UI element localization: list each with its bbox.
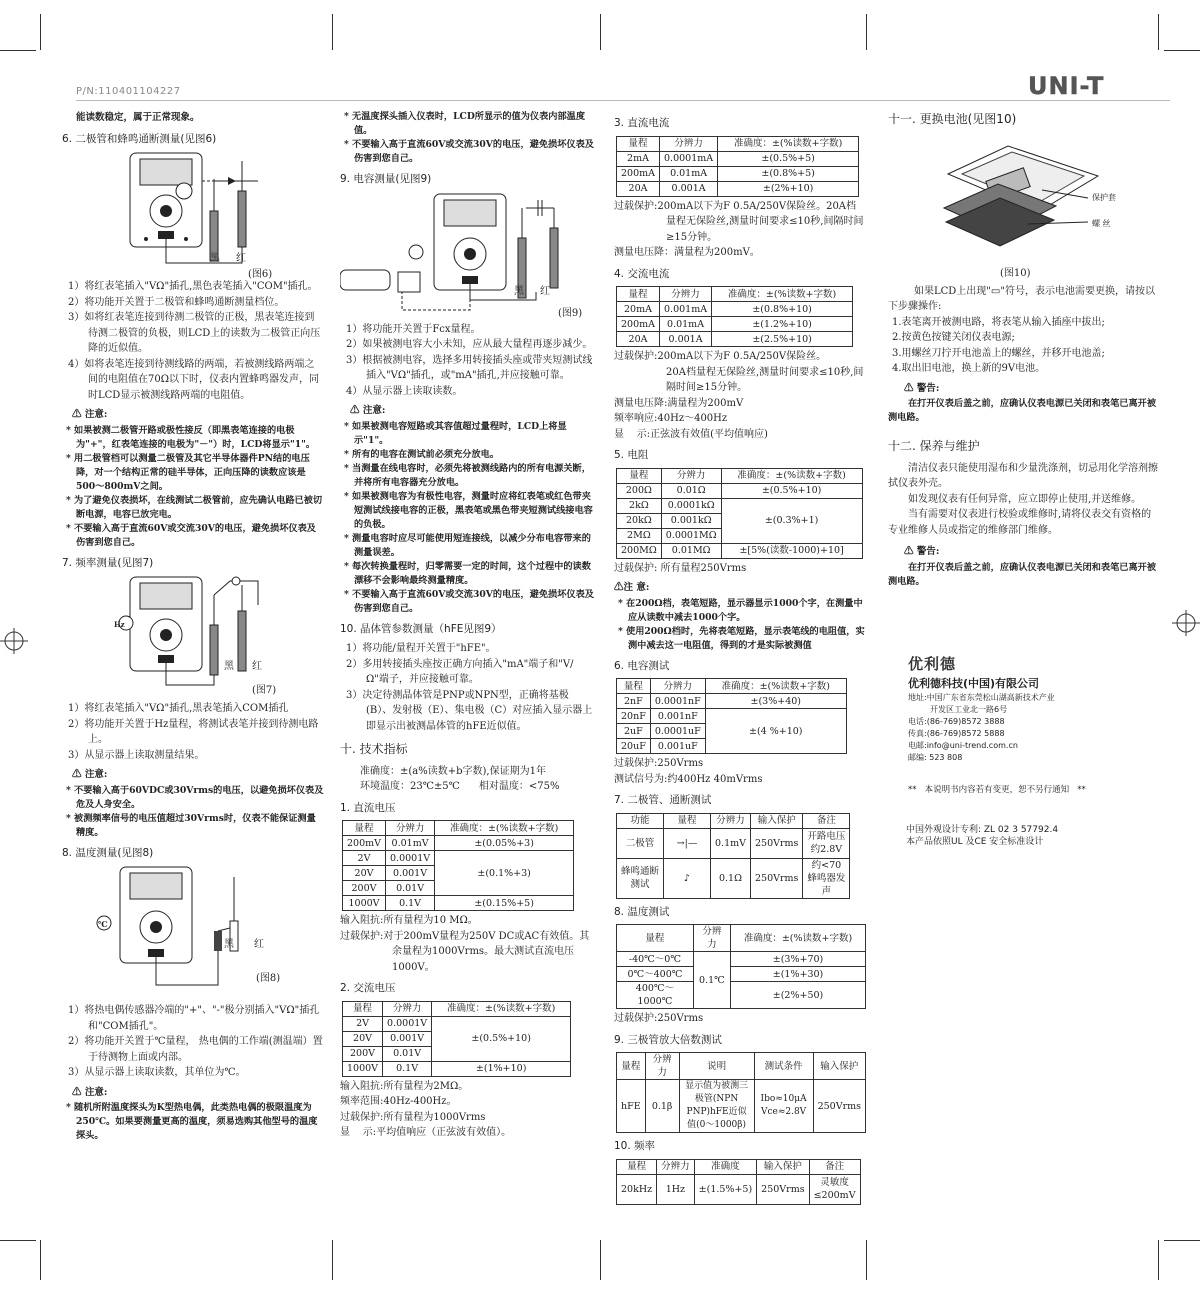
step-6-2: 2）将功能开关置于二极管和蜂鸣通断测量档位。 (68, 296, 285, 308)
table-cell: 分辨力 (645, 1053, 679, 1080)
aca-voltage-drop: 测量电压降:满量程为200mV (614, 397, 744, 409)
crop-mark (0, 50, 36, 51)
table-cell: ±(0.05%+3) (435, 836, 574, 851)
multimeter-temperature-diagram-icon (62, 865, 324, 1003)
table-cell: 200MΩ (617, 543, 662, 558)
aca-display: 显 示:正弦波有效值(平均值响应) (614, 428, 768, 440)
table-cell: 0.01mV (386, 836, 435, 851)
table-cell: 2MΩ (617, 528, 662, 543)
step-8-2: 2）将功能开关置于℃量程， 热电偶的工作端(测温端）置于待测物上面或内部。 (68, 1036, 323, 1063)
table-cell: 0.001mA (660, 302, 712, 317)
table-cell: 量程 (664, 813, 711, 828)
section-12-title: 十二. 保养与维护 (888, 439, 980, 453)
aca-overload-20a: 20A档量程无保险丝,测量时间要求≤10秒,间隔时间≥15分钟。 (666, 366, 864, 393)
table-cell: ±(0.1%+3) (435, 851, 574, 896)
table-cell: 0.01V (383, 1046, 432, 1061)
acv-display: 显 示:平均值响应（正弦波有效值）。 (340, 1127, 512, 1138)
table-cell: 250Vrms (813, 1080, 865, 1133)
brand-text: UNI-T (1028, 72, 1105, 100)
note-6-1: * 如果被测二极管开路或极性接反（即黑表笔连接的电极为"+"，红表笔连接的电极为"－"）时，LCD将显示"1"。 (66, 424, 316, 450)
table-cell: 二极管 (617, 828, 664, 858)
maintenance-para-1: 清洁仪表只能使用湿布和少量洗涤剂，切忌用化学溶剂擦拭仪表外壳。 (888, 462, 1158, 489)
table-cell: 分辨力 (711, 813, 751, 828)
company-address-2: 开发区工业北一路6号 (930, 704, 1008, 714)
table-cell: 功能 (617, 813, 664, 828)
step-6-1: 1）将红表笔插入"VΩ"插孔,黑色表笔插入"COM"插孔。 (68, 281, 318, 292)
table-cell: ±(2%+10) (718, 181, 859, 196)
note-top-1: * 无温度探头插入仪表时，LCD所显示的值为仪表内部温度值。 (344, 111, 586, 136)
step-6-4: 4）如将表笔连接到待测线路的两端，若被测线路两端之间的电阻值在70Ω以下时，仪表内置蜂鸣器发声，同时LCD显示被测线路两端的电阻值。 (68, 358, 320, 401)
table-cell: ±(3%+70) (731, 952, 866, 967)
warning-triangle-icon: ⚠ (904, 382, 917, 394)
warning-triangle-icon: ⚠ (614, 582, 624, 593)
aca-table (616, 286, 853, 347)
company-fax: 传真:(86-769)8572 5888 (908, 728, 1005, 738)
table-cell: 200V (343, 1046, 383, 1061)
temperature-title: 8. 温度测试 (614, 905, 670, 918)
company-logo: 优利德 (908, 654, 957, 673)
table-cell: 200V (343, 881, 386, 896)
figure-7-caption: (图7) (252, 685, 277, 696)
step-8-3: 3）从显示器上读取读数，其单位为℃。 (68, 1067, 246, 1078)
note-7-1: * 不要输入高于60VDC或30Vrms的电压，以避免损坏仪表及危及人身安全。 (66, 784, 324, 810)
step-8-1: 1）将热电偶传感器冷端的"+"、"-"极分别插入"VΩ"插孔和"COM插孔"。 (68, 1005, 320, 1032)
table-cell: 分辨力 (660, 287, 712, 302)
table-cell: 20A (617, 181, 660, 196)
hfe-title: 9. 三极管放大倍数测试 (614, 1033, 722, 1046)
brand-logo (1028, 72, 1122, 100)
warning-triangle-icon: ⚠ (72, 769, 85, 780)
table-cell: 0.0001MΩ (661, 528, 721, 543)
table-cell: 0.0001kΩ (661, 498, 721, 513)
table-cell: 备注 (803, 813, 850, 828)
table-cell: Ibo≈10μA Vce≈2.8V (754, 1080, 813, 1133)
resistance-title: 5. 电阻 (614, 449, 649, 461)
maintenance-para-3: 当有需要对仪表进行校验或维修时,请将仪表交有资格的专业维修人员或指定的维修部门维修。 (888, 509, 1152, 536)
note-9-3: * 当测量在线电容时，必须先将被测线路内的所有电源关断，并将所有电容器充分放电。 (344, 462, 591, 488)
step-7-3: 3）从显示器上读取测量结果。 (68, 749, 205, 761)
section-9-title: 9. 电容测量(见图9) (340, 173, 432, 185)
table-cell: 分辨力 (693, 925, 730, 952)
crop-mark (1164, 50, 1200, 51)
resistance-note-2: * 使用200Ω档时，先将表笔短路，显示表笔线的电阻值，实测中减去这一电阻值，得到的才是实际被测值 (618, 625, 865, 651)
table-cell: ±(4 %+10) (705, 709, 846, 754)
table-cell: 准确度：±(%读数+字数) (712, 287, 853, 302)
table-cell: 0.001nF (650, 709, 705, 724)
step-9-3: 3）根据被测电容，选择多用转接插头座或带夹短测试线插入"VΩ"插孔，或"mA"插孔,并应接触可靠。 (346, 354, 593, 381)
note-9-1: * 如果被测电容短路或其容值超过量程时，LCD上将显示"1"。 (344, 420, 567, 446)
step-10-1: 1）将功能/量程开关置于"hFE"。 (346, 643, 496, 654)
table-cell: 0.001uF (650, 739, 705, 754)
red-label: 红 (252, 661, 262, 672)
table-cell: 1000V (343, 1061, 383, 1076)
step-9-2: 2）如果被测电容大小未知，应从最大量程再逐步减少。 (346, 339, 593, 350)
table-cell: 200mV (343, 836, 386, 851)
note-6-4: * 不要输入高于直流60V或交流30V的电压，避免损坏仪表及伤害到您自己。 (66, 522, 316, 548)
table-cell: ±(1%+30) (731, 967, 866, 982)
section-10-title: 10. 晶体管参数测量（hFE见图9） (340, 622, 502, 635)
note-top-2: * 不要输入高于直流60V或交流30V的电压，避免损坏仪表及伤害到您自己。 (344, 139, 594, 164)
dcv-overload: 过载保护:对于200mV量程为250V DC或AC有效值。其余量程为1000Vrms。最大测试直流电压1000V。 (340, 930, 590, 973)
table-cell: 2kΩ (617, 498, 662, 513)
hz-icon: Hz (114, 620, 125, 629)
step-10-3: 3）决定待测晶体管是PNP或NPN型，正确将基极(B）、发射极（E）、集电极（C）对应插入显示器上即显示出被测晶体管的hFE近似值。 (346, 689, 593, 732)
ul-ce-text: 本产品依照UL 及CE 安全标准设计 (906, 836, 1044, 847)
table-cell: 250Vrms (750, 828, 802, 858)
warning-triangle-icon: ⚠ (72, 1086, 85, 1098)
patent-text: 中国外观设计专利: ZL 02 3 57792.4 (906, 824, 1059, 835)
temperature-overload: 过载保护:250Vrms (614, 1013, 704, 1024)
aca-overload: 过载保护:200mA以下为F 0.5A/250V保险丝。 (614, 351, 827, 362)
table-cell: 200Ω (617, 483, 662, 498)
company-name: 优利德科技(中国)有限公司 (908, 677, 1040, 690)
disclaimer: ** 本说明书内容若有变更，恕不另行通知 ** (908, 784, 1086, 795)
black-label: 黑 (224, 661, 234, 672)
table-cell: 分辨力 (661, 468, 721, 483)
table-cell: ±(0.5%+10) (721, 483, 862, 498)
table-cell: 0.001V (383, 1031, 432, 1046)
table-cell: 蜂鸣通断测试 (617, 858, 664, 898)
table-cell: ±(2%+50) (731, 982, 866, 1009)
note-7-2: * 被测频率信号的电压值超过30Vrms时，仪表不能保证测量精度。 (66, 812, 316, 838)
figure-6-caption: (图6) (248, 269, 273, 280)
company-address: 地址:中国广东省东莞松山湖高新技术产业 (908, 692, 1055, 702)
step-6-3: 3）如将红表笔连接到待测二极管的正极，黑表笔连接到待测二极管的负极，则LCD上的读数为二极管正向压降的近似值。 (68, 312, 321, 354)
table-cell: 0.001V (386, 866, 435, 881)
protective-cover-label: 保护套 (1092, 192, 1116, 202)
table-cell: 分辨力 (386, 821, 435, 836)
table-cell: hFE (617, 1080, 646, 1133)
table-cell: 准确度：±(%读数+字数) (705, 679, 846, 694)
column-2 (340, 110, 594, 1141)
dca-voltage-drop: 测量电压降：满量程为200mV。 (614, 247, 760, 258)
header-rule (76, 100, 1170, 101)
temperature-table (616, 924, 866, 1009)
table-cell: 0.0001uF (650, 724, 705, 739)
table-cell: 0.1℃ (693, 952, 730, 1009)
acv-title: 2. 交流电压 (340, 982, 396, 994)
continued-text: 能读数稳定，属于正常现象。 (76, 112, 200, 123)
table-cell: 灵敏度≤200mV (809, 1174, 860, 1204)
acv-impedance: 输入阻抗:所有量程为2MΩ。 (340, 1080, 469, 1092)
table-cell: -40℃～0℃ (617, 952, 694, 967)
red-label: 红 (254, 939, 264, 950)
buzzer-symbol-icon: ♪ (664, 858, 711, 898)
table-cell: 0.01Ω (661, 483, 721, 498)
capacitance-signal: 测试信号为:约400Hz 40mVrms (614, 773, 763, 785)
dca-title: 3. 直流电流 (614, 117, 670, 129)
company-postcode: 邮编: 523 808 (908, 752, 963, 762)
step-7-1: 1）将红表笔插入"VΩ"插孔,黑表笔插入COM插孔 (68, 703, 289, 714)
table-cell: ±(3%+40) (705, 694, 846, 709)
table-cell: 输入保护 (813, 1053, 865, 1080)
table-cell: ±(1.2%+10) (712, 317, 853, 332)
crop-mark (40, 1240, 41, 1280)
capacitance-overload: 过载保护:250Vrms (614, 758, 704, 769)
table-cell: 20V (343, 1031, 383, 1046)
section-8-title: 8. 温度测量(见图8) (62, 846, 154, 859)
step-7-2: 2）将功能开关置于Hz量程，将测试表笔并接到待测电路上。 (68, 718, 319, 745)
table-cell: 2V (343, 851, 386, 866)
black-label: 黑 (224, 939, 234, 950)
table-cell: ±(1%+10) (432, 1061, 571, 1076)
screw-label: 螺 丝 (1092, 218, 1111, 228)
table-cell: 量程 (343, 821, 386, 836)
table-cell: ±(0.5%+5) (718, 151, 859, 166)
resistance-table (616, 468, 863, 559)
table-cell: 准确度：±(%读数+字数) (718, 136, 859, 151)
section-7-title: 7. 频率测量(见图7) (62, 556, 154, 569)
frequency-table (616, 1159, 861, 1205)
accuracy-text: 准确度：±(a%读数+b字数),保证期为1年 (360, 765, 546, 777)
acv-overload: 过载保护:所有量程为1000Vrms (340, 1111, 486, 1123)
black-label: 黑 (210, 253, 220, 264)
dcv-impedance: 输入阻抗:所有量程为10 MΩ。 (340, 915, 478, 926)
figure-7 (62, 575, 324, 701)
uni-t-logo-icon (1028, 72, 1122, 100)
dca-table (616, 136, 859, 197)
diode-title: 7. 二极管、通断测试 (614, 794, 712, 806)
aca-frequency: 频率响应:40Hz～400Hz (614, 413, 728, 424)
figure-10-caption: (图10) (1000, 267, 1031, 279)
table-cell: 准确度：±(%读数+字数) (435, 821, 574, 836)
table-cell: ±(2.5%+10) (712, 332, 853, 347)
table-cell: 1000V (343, 896, 386, 911)
table-cell: 0.0001mA (660, 151, 718, 166)
crop-mark (332, 14, 333, 50)
table-cell: 20nF (617, 709, 651, 724)
table-cell: 20mA (617, 302, 660, 317)
table-cell: 分辨力 (650, 679, 705, 694)
capacitance-title: 6. 电容测试 (614, 659, 670, 672)
table-cell: 备注 (809, 1159, 860, 1174)
crop-mark (332, 1240, 333, 1280)
table-cell: 0.1β (645, 1080, 679, 1133)
table-cell: 0.0001V (383, 1016, 432, 1031)
dcv-table (342, 820, 574, 911)
crop-mark (0, 1240, 36, 1241)
note-heading: ⚠ 注意: (350, 405, 386, 416)
table-cell: 量程 (617, 679, 651, 694)
company-tel: 电话:(86-769)8572 3888 (908, 716, 1005, 726)
warning-heading: ⚠ 警告: (904, 382, 940, 394)
table-cell: 准确度：±(%读数+字数) (721, 468, 862, 483)
note-9-7: * 不要输入高于直流60V或交流30V的电压，避免损坏仪表及伤害到您自己。 (344, 588, 594, 614)
table-cell: 0.001A (660, 332, 712, 347)
table-cell: 量程 (617, 136, 660, 151)
note-8-1: * 随机所附温度探头为K型热电偶，此类热电偶的极限温度为250℃。如果要测量更高的温度，须易选购其他型号的温度探头。 (66, 1102, 318, 1141)
column-1 (62, 110, 324, 1143)
table-cell: 2nF (617, 694, 651, 709)
table-cell: ±[5%(读数-1000)+10] (721, 543, 862, 558)
aca-title: 4. 交流电流 (614, 267, 670, 280)
table-cell: ±(0.3%+1) (721, 498, 862, 543)
table-cell: 250Vrms (757, 1174, 809, 1204)
multimeter-capacitor-diagram-icon (340, 192, 594, 322)
battery-intro: 如果LCD上出现"▭"符号，表示电池需要更换，请按以下步骤操作: (888, 285, 1155, 312)
table-cell: 0.01V (386, 881, 435, 896)
figure-6 (62, 151, 324, 279)
table-cell: 0.01mA (660, 317, 712, 332)
acv-table (342, 1001, 571, 1077)
table-cell: 约<70蜂鸣器发声 (803, 858, 850, 898)
table-cell: ±(1.5%+5) (694, 1174, 757, 1204)
table-cell: 20A (617, 332, 660, 347)
crop-mark (600, 14, 601, 50)
multimeter-diode-diagram-icon (62, 151, 324, 279)
figure-9-caption: (图9) (558, 307, 583, 319)
battery-step-2: 2.按黄色按键关闭仪表电源; (892, 332, 1015, 343)
note-9-5: * 测量电容时应尽可能使用短连接线，以减少分布电容带来的测量误差。 (344, 532, 591, 558)
battery-warning: 在打开仪表后盖之前，应确认仪表电源已关闭和表笔已离开被测电路。 (888, 398, 1157, 423)
table-cell: 输入保护 (757, 1159, 809, 1174)
multimeter-frequency-diagram-icon (62, 575, 324, 701)
note-9-2: * 所有的电容在测试前必须充分放电。 (344, 448, 500, 460)
maintenance-warning: 在打开仪表后盖之前，应确认仪表电源已关闭和表笔已离开被测电路。 (888, 561, 1157, 587)
dcv-title: 1. 直流电压 (340, 801, 396, 814)
table-cell: ±(0.8%+5) (718, 166, 859, 181)
table-cell: 250Vrms (750, 858, 802, 898)
table-cell: ±(0.8%+10) (712, 302, 853, 317)
note-heading: ⚠ 注意: (72, 769, 108, 780)
table-cell: 0.01MΩ (661, 543, 721, 558)
red-label: 红 (236, 253, 246, 264)
table-cell: 开路电压约2.8V (803, 828, 850, 858)
battery-step-3: 3.用螺丝刀拧开电池盖上的螺丝，并移开电池盖; (892, 347, 1105, 359)
note-6-3: * 为了避免仪表损坏，在线测试二极管前，应先确认电路已被切断电源，电容已放完电。 (66, 494, 323, 520)
table-cell: 0℃～400℃ (617, 967, 694, 982)
acv-frequency: 频率范围:40Hz-400Hz。 (340, 1096, 457, 1107)
registration-mark (1170, 608, 1200, 638)
table-cell: 20V (343, 866, 386, 881)
table-cell: 2uF (617, 724, 651, 739)
table-cell: ±(0.15%+5) (435, 896, 574, 911)
table-cell: 准确度 (694, 1159, 757, 1174)
table-cell: 0.0001nF (650, 694, 705, 709)
warning-triangle-icon: ⚠ (904, 546, 917, 557)
diode-symbol-icon: →|— (664, 828, 711, 858)
battery-step-4: 4.取出旧电池，换上新的9V电池。 (892, 363, 1046, 374)
crop-mark (866, 14, 867, 50)
figure-9 (340, 192, 594, 322)
red-label: 红 (540, 285, 550, 297)
column-4 (888, 110, 1158, 848)
table-cell: 20kHz (617, 1174, 657, 1204)
table-cell: 分辨力 (660, 136, 718, 151)
diode-table (616, 813, 850, 899)
frequency-title: 10. 频率 (614, 1140, 656, 1152)
note-9-6: * 每次转换量程时，归零需要一定的时间，这个过程中的读数漂移不会影响最终测量精度。 (344, 560, 591, 586)
crop-mark (1158, 14, 1159, 50)
environment-text: 环境温度：23℃±5℃ 相对温度：<75% (360, 781, 560, 792)
black-label: 黑 (514, 285, 524, 297)
warning-triangle-icon: ⚠ (72, 409, 85, 420)
table-cell: 分辨力 (657, 1159, 695, 1174)
crop-mark (600, 1240, 601, 1280)
battery-replacement-diagram-icon (888, 134, 1158, 284)
step-9-4: 4）从显示器上读取读数。 (346, 385, 463, 397)
table-cell: 测试条件 (754, 1053, 813, 1080)
table-cell: 量程 (617, 1053, 646, 1080)
crop-mark (40, 14, 41, 50)
registration-mark (0, 626, 30, 656)
crop-mark (1164, 1240, 1200, 1241)
warning-triangle-icon: ⚠ (350, 405, 363, 416)
table-cell: 2V (343, 1016, 383, 1031)
table-cell: 0.1V (386, 896, 435, 911)
table-cell: 准确度：±(%读数+字数) (432, 1001, 571, 1016)
battery-step-1: 1.表笔离开被测电路，将表笔从输入插座中拔出; (892, 316, 1105, 328)
table-cell: 准确度：±(%读数+字数) (731, 925, 866, 952)
dca-overload: 过载保护:200mA以下为F 0.5A/250V保险丝。20A档量程无保险丝,测量时间要求≤10秒,间隔时间≥15分钟。 (614, 200, 864, 243)
table-cell: 0.1mV (711, 828, 751, 858)
spec-section-title: 十. 技术指标 (340, 742, 408, 756)
capacitance-table (616, 678, 847, 754)
note-heading: ⚠ 注意: (72, 409, 108, 420)
celsius-icon: ℃ (98, 919, 108, 929)
table-cell: 0.001A (660, 181, 718, 196)
table-cell: 输入保护 (750, 813, 802, 828)
table-cell: 0.1Ω (711, 858, 751, 898)
table-cell: 400℃～1000℃ (617, 982, 694, 1009)
crop-mark (866, 1240, 867, 1280)
table-cell: 量程 (617, 925, 694, 952)
table-cell: 说明 (679, 1053, 754, 1080)
warning-heading: ⚠ 警告: (904, 546, 940, 557)
section-6-title: 6. 二极管和蜂鸣通断测量(见图6) (62, 132, 217, 145)
step-10-2: 2）多用转接插头座按正确方向插入"mA"端子和"V/Ω"端子，并应接触可靠。 (346, 658, 574, 685)
table-cell: 200mA (617, 166, 660, 181)
crop-mark (1158, 1240, 1159, 1280)
note-heading: ⚠ 注意: (72, 1086, 108, 1098)
table-cell: 量程 (343, 1001, 383, 1016)
table-cell: 0.0001V (386, 851, 435, 866)
table-cell: 200mA (617, 317, 660, 332)
note-9-4: * 如果被测电容为有极性电容，测量时应将红表笔或红色带夹短测试线接电容的正极，黑表笔或黑色带夹短测试线接电容的负极。 (344, 490, 593, 530)
table-cell: ±(0.5%+10) (432, 1016, 571, 1061)
table-cell: 显示值为被测三极管(NPN PNP)hFE近似值(0～1000β) (679, 1080, 754, 1133)
note-heading: ⚠注 意: (614, 582, 650, 593)
section-11-title: 十一. 更换电池(见图10) (888, 112, 1017, 126)
hfe-table (616, 1052, 866, 1133)
resistance-overload: 过载保护: 所有量程250Vrms (614, 562, 747, 574)
figure-8 (62, 865, 324, 1003)
table-cell: 0.1V (383, 1061, 432, 1076)
column-3 (614, 110, 866, 1207)
maintenance-para-2: 如发现仪表有任何异常，应立即停止使用,并送维修。 (908, 493, 1142, 505)
company-email: 电邮:info@uni-trend.com.cn (908, 740, 1018, 750)
table-cell: 20uF (617, 739, 651, 754)
table-cell: 量程 (617, 1159, 657, 1174)
table-cell: 2mA (617, 151, 660, 166)
step-9-1: 1）将功能开关置于Fcx量程。 (346, 323, 481, 335)
figure-10 (888, 134, 1158, 284)
table-cell: 分辨力 (383, 1001, 432, 1016)
table-cell: 0.001kΩ (661, 513, 721, 528)
table-cell: 量程 (617, 287, 660, 302)
table-cell: 量程 (617, 468, 662, 483)
table-cell: 20kΩ (617, 513, 662, 528)
resistance-note-1: * 在200Ω档，表笔短路，显示器显示1000个字，在测量中应从读数中减去1000个字。 (618, 597, 863, 623)
table-cell: 0.01mA (660, 166, 718, 181)
figure-8-caption: (图8) (256, 973, 281, 984)
note-6-2: * 用二极管档可以测量二极管及其它半导体器件PN结的电压降，对一个结构正常的硅半导体，正向压降的读数应该是500～800mV之间。 (66, 452, 310, 492)
table-cell: 1Hz (657, 1174, 695, 1204)
company-block (888, 654, 1158, 764)
part-number: P/N:110401104227 (76, 86, 181, 97)
